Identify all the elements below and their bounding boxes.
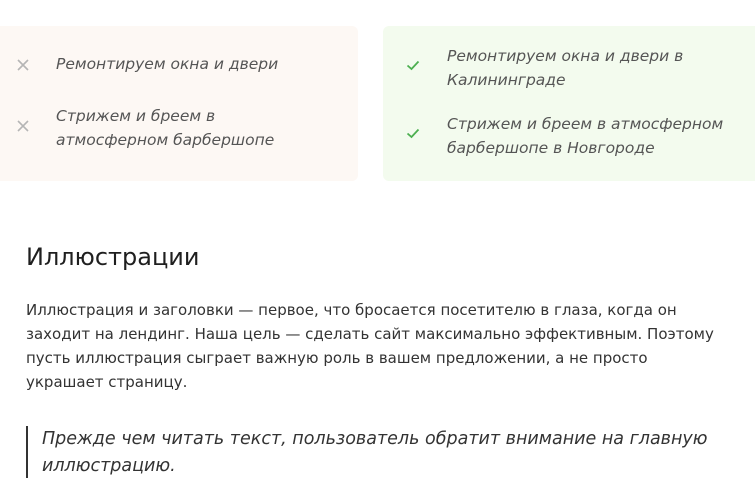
check-icon: [406, 58, 420, 72]
blockquote: [26, 426, 726, 478]
bad-example-item: [16, 52, 326, 76]
bad-example-item: [16, 104, 331, 152]
cross-icon: [16, 58, 30, 72]
check-icon: [406, 126, 420, 140]
blockquote-text: Прежде чем читать текст, пользователь обратит внимание на главную иллюстрацию.: [42, 429, 708, 476]
good-example-text: Стрижем и бреем в атмосферном барбершопе в Новгороде: [447, 115, 724, 157]
section-paragraph: Иллюстрация и заголовки — первое, что бросается посетителю в глаза, когда он заходит на лендинг. Наша цель — сделать сайт максимально эффективным. Поэтому пусть иллюстрация сыграет важную роль в вашем предложении, а не просто украшает страницу.: [26, 301, 714, 391]
bad-examples-card: [0, 26, 358, 181]
good-example-item: [406, 44, 747, 92]
bad-example-text: Ремонтируем окна и двери: [56, 55, 279, 73]
good-example-item: [406, 112, 747, 160]
good-examples-card: [383, 26, 755, 181]
section-title: Иллюстрации: [26, 243, 200, 271]
cross-icon: [16, 119, 30, 133]
good-example-text: Ремонтируем окна и двери в Калининграде: [447, 47, 684, 89]
bad-example-text: Стрижем и бреем в атмосферном барбершопе: [56, 107, 275, 149]
